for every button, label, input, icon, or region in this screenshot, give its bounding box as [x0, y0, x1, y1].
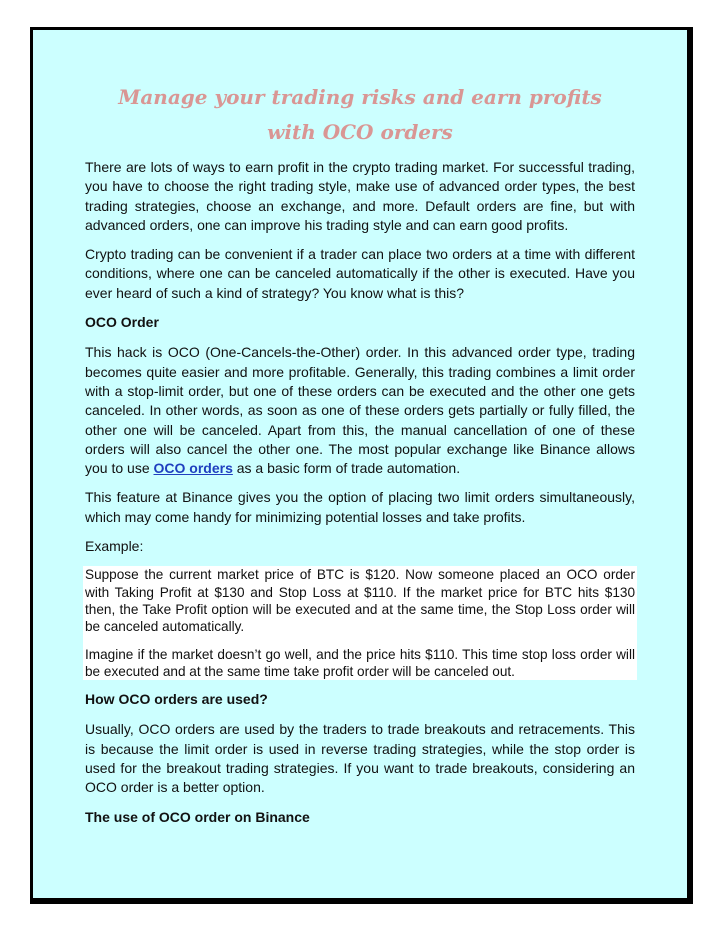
paragraph-three [85, 343, 635, 478]
paragraph-three-text-start: This hack is OCO (One-Cancels-the-Other) order. In this advanced order type, trading becomes quite easier and more profitable. Generally, this trading combines a limit order with a stop-limit order, but one of these orders can be executed and the other one gets canceled. In other words, as soon as one of these orders gets partially or fully filled, the other one will be canceled. Apart from this, the manual cancellation of one of these orders will also cancel the other one. The most popular exchange like Binance allows you to use [85, 344, 635, 477]
paragraph-four: This feature at Binance gives you the option of placing two limit orders simultaneously, which may come handy for minimizing potential losses and take profits. [85, 489, 635, 525]
heading-oco-binance: The use of OCO order on Binance [85, 808, 310, 825]
example-box [83, 566, 637, 680]
heading-oco-order: OCO Order [85, 314, 159, 331]
document-title: Manage your trading risks and earn profits with OCO orders [118, 85, 602, 144]
example-paragraph-two: Imagine if the market doesn’t go well, and the price hits $110. This time stop loss order will be executed and at the same time take profit order will be canceled out. [85, 646, 635, 679]
heading-how-oco-used: How OCO orders are used? [85, 691, 268, 708]
paragraph-two: Crypto trading can be convenient if a trader can place two orders at a time with different conditions, where one can be canceled automatically if the other is executed. Have you ever heard of such a kind of strategy? You know what is this? [85, 246, 635, 301]
oco-orders-link[interactable]: OCO orders [153, 460, 233, 477]
intro-paragraph: There are lots of ways to earn profit in the crypto trading market. For successful trading, you have to choose the right trading style, make use of advanced order types, the best trading strategies, choose an exchange, and more. Default orders are fine, but with advanced orders, one can improve his trading style and can earn good profits. [85, 159, 635, 233]
document-body [85, 80, 635, 838]
example-paragraph-one: Suppose the current market price of BTC is $120. Now someone placed an OCO order with Taking Profit at $130 and Stop Loss at $110. If the market price for BTC hits $130 then, the Take Profit option will be executed and at the same time, the Stop Loss order will be canceled automatically. [85, 567, 635, 635]
paragraph-three-text-end: as a basic form of trade automation. [232, 460, 461, 477]
example-label: Example: [85, 538, 144, 555]
paragraph-five: Usually, OCO orders are used by the traders to trade breakouts and retracements. This is because the limit order is used in reverse trading strategies, while the stop order is used for the breakout trading strategies. If you want to trade breakouts, considering an OCO order is a better option. [85, 721, 635, 796]
